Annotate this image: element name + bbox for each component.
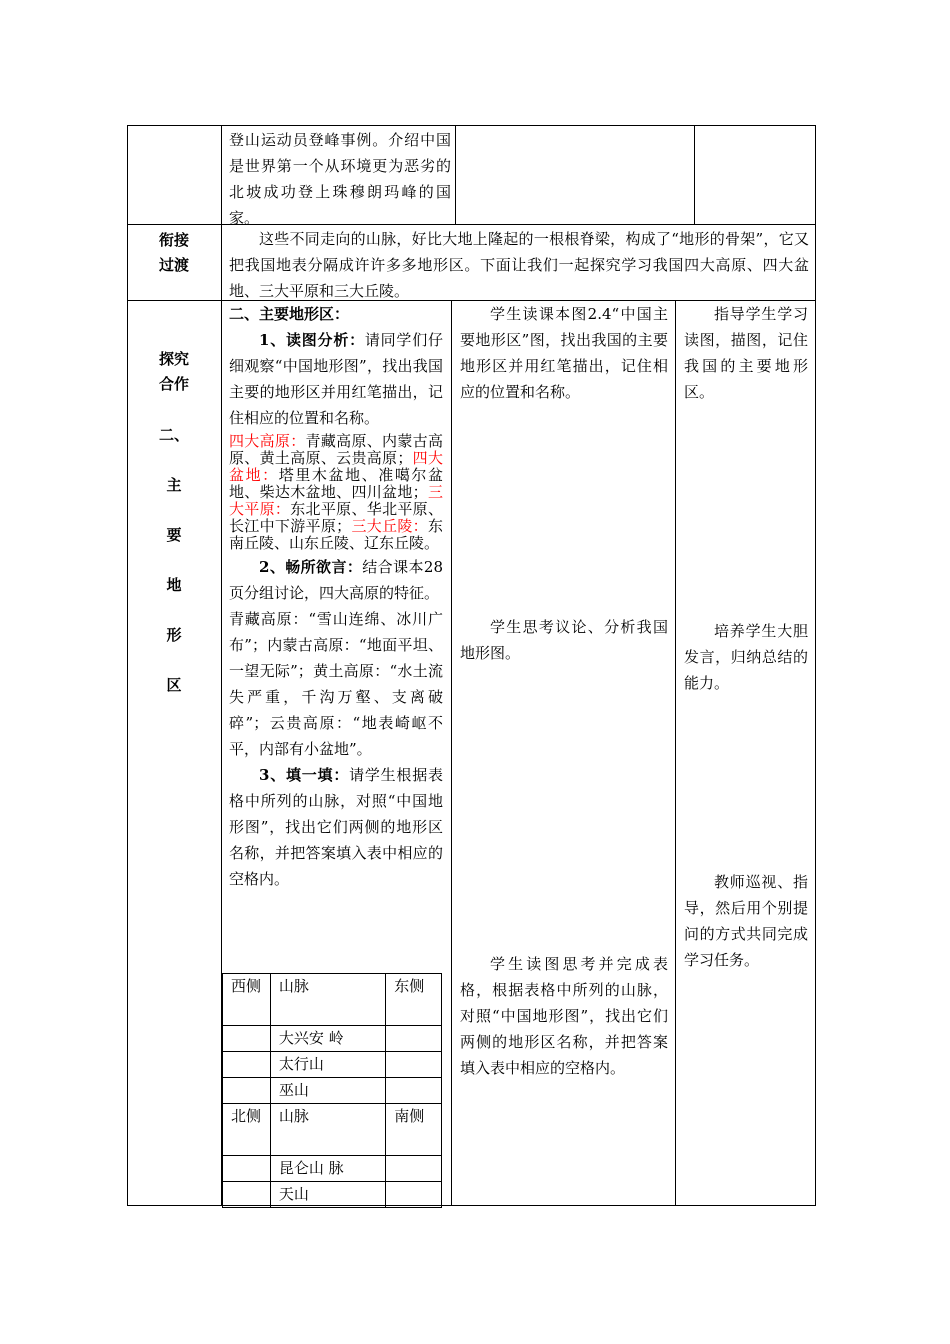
step2-text: 结合课本28页分组讨论，四大高原的特征。 xyxy=(229,558,443,602)
mountain-cell: 大兴安 岭 xyxy=(270,1026,385,1052)
plains-text: 东北平原、华北平原、长江中下游平原； xyxy=(229,500,443,535)
col-divider-r1-b xyxy=(694,125,695,224)
mountain-cell: 天山 xyxy=(270,1182,385,1208)
step1-text: 请同学们仔细观察“中国地形图”，找出我国主要的地形区并用红笔描出，记住相应的位置和名称。 xyxy=(229,331,443,427)
west-cell xyxy=(223,1052,271,1078)
features-paragraph: 青藏高原：“雪山连绵、冰川广布”；内蒙古高原：“地面平坦、一望无际”；黄土高原：“水土流失严重，千沟万壑、支离破碎”；云贵高原：“地表崎岖不平，内部有小盆地”。 xyxy=(229,610,443,758)
row2-content xyxy=(229,226,809,304)
col-divider-r3-b xyxy=(675,300,676,1205)
mountain-cell: 巫山 xyxy=(270,1078,385,1104)
east-cell xyxy=(386,1026,442,1052)
table-row xyxy=(223,1026,442,1052)
west-label-cell: 西侧 xyxy=(223,974,271,1026)
row1-content xyxy=(229,127,451,231)
north-cell xyxy=(223,1182,271,1208)
step1-title: 1、读图分析： xyxy=(259,331,365,349)
row2-label-line2: 过渡 xyxy=(158,256,189,274)
row3-content xyxy=(229,301,443,892)
table-top-border xyxy=(127,125,816,126)
plateaus-text: 青藏高原、内蒙古高原、黄土高原、云贵高原； xyxy=(229,432,443,467)
teacher-intent-1: 指导学生学习读图，描图，记住我国的主要地形区。 xyxy=(684,305,808,401)
table-row xyxy=(223,1078,442,1104)
row3-label-char-4: 形 xyxy=(166,626,182,644)
step3-title: 3、填一填： xyxy=(259,766,350,784)
col-divider-r3-a xyxy=(451,300,452,1205)
table-right-border xyxy=(815,125,816,1205)
mountain-cell: 太行山 xyxy=(270,1052,385,1078)
row1-text: 登山运动员登峰事例。介绍中国是世界第一个从环境更为恶劣的北坡成功登上珠穆朗玛峰的国家。 xyxy=(229,131,451,227)
student-activity-3: 学生读图思考并完成表格，根据表格中所列的山脉，对照“中国地形图”，找出它们两侧的地形区名称，并把答案填入表中相应的空格内。 xyxy=(460,955,668,1077)
table-row xyxy=(223,1156,442,1182)
section-title: 二、主要地形区： xyxy=(229,305,350,323)
step1-paragraph xyxy=(229,327,443,431)
step2-title: 2、畅所欲言： xyxy=(259,558,363,576)
teacher-intent-2: 培养学生大胆发言，归纳总结的能力。 xyxy=(684,622,808,692)
mountain-header-2: 山脉 xyxy=(270,1104,385,1156)
row3-label-line1: 探究 xyxy=(158,350,189,368)
table-row xyxy=(223,1052,442,1078)
col-divider-r1-a xyxy=(455,125,456,224)
teacher-intent-3: 教师巡视、指导，然后用个别提问的方式共同完成学习任务。 xyxy=(684,873,808,969)
west-cell xyxy=(223,1078,271,1104)
plateaus-label: 四大高原： xyxy=(229,432,306,450)
plains-label: 三大平原： xyxy=(229,483,443,518)
table-row xyxy=(223,1182,442,1208)
landform-list xyxy=(229,433,443,552)
mountain-header-1: 山脉 xyxy=(270,974,385,1026)
north-label-cell: 北侧 xyxy=(223,1104,271,1156)
east-cell xyxy=(386,1078,442,1104)
mountain-cell: 昆仑山 脉 xyxy=(270,1156,385,1182)
south-cell xyxy=(386,1182,442,1208)
south-cell xyxy=(386,1156,442,1182)
south-label-cell: 南侧 xyxy=(386,1104,442,1156)
student-activity-1: 学生读课本图2.4“中国主要地形区”图，找出我国的主要地形区并用红笔描出，记住相应的位置和名称。 xyxy=(460,305,668,401)
row3-label-char-0: 二、 xyxy=(158,426,189,444)
step3-text: 请学生根据表格中所列的山脉，对照“中国地形图”，找出它们两侧的地形区名称，并把答案填入表中相应的空格内。 xyxy=(229,766,443,888)
table-left-border xyxy=(127,125,128,1205)
basins-label: 四大盆地： xyxy=(229,449,443,484)
east-label-cell: 东侧 xyxy=(386,974,442,1026)
basins-text: 塔里木盆地、准噶尔盆地、柴达木盆地、四川盆地； xyxy=(229,466,443,501)
step2-paragraph xyxy=(229,554,443,606)
step3-paragraph xyxy=(229,762,443,892)
hills-text: 东南丘陵、山东丘陵、辽东丘陵。 xyxy=(229,517,443,552)
row3-label-char-5: 区 xyxy=(166,676,182,694)
west-cell xyxy=(223,1026,271,1052)
row3-label-char-3: 地 xyxy=(166,576,182,594)
north-cell xyxy=(223,1156,271,1182)
east-cell xyxy=(386,1052,442,1078)
student-activity-2: 学生思考议论、分析我国地形图。 xyxy=(460,618,668,662)
row3-label-line2: 合作 xyxy=(158,375,189,393)
row2-text: 这些不同走向的山脉，好比大地上隆起的一根根脊梁，构成了“地形的骨架”，它又把我国地表分隔成许许多多地形区。下面让我们一起探究学习我国四大高原、四大盆地、三大平原和三大丘陵。 xyxy=(229,230,809,300)
mountain-table xyxy=(222,973,442,1208)
row3-label-char-2: 要 xyxy=(166,526,182,544)
row2-label xyxy=(127,228,221,278)
hills-label: 三大丘陵： xyxy=(351,517,428,535)
table-row xyxy=(223,974,442,1026)
row3-label-char-1: 主 xyxy=(166,476,182,494)
table-row xyxy=(223,1104,442,1156)
row2-label-line1: 衔接 xyxy=(158,231,189,249)
